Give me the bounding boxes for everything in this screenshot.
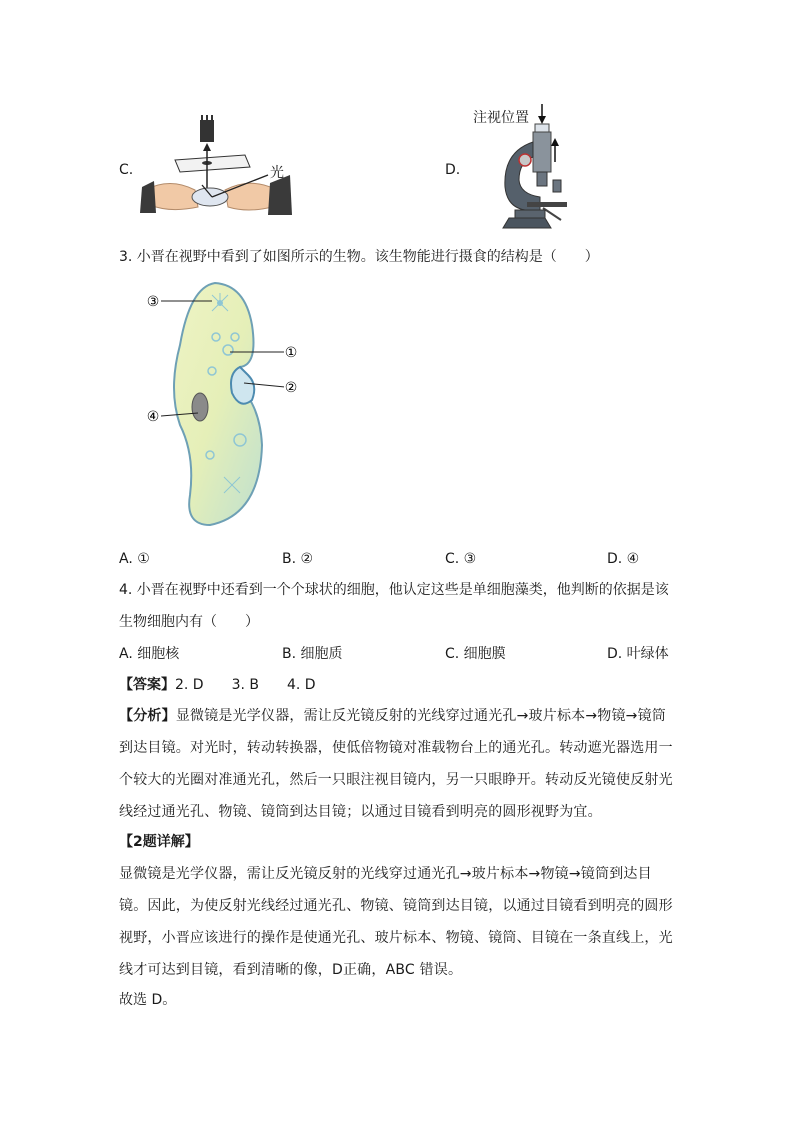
marker-1: ① — [284, 345, 298, 361]
q3-option-a: A. ① — [119, 551, 150, 567]
answer-tag: 【答案】 — [119, 677, 175, 693]
q3-option-d: D. ④ — [607, 551, 640, 567]
option-d-label: D. — [445, 162, 461, 178]
detail-heading: 【2题详解】 — [119, 834, 199, 850]
detail-conclusion: 故选 D。 — [119, 992, 177, 1008]
marker-2: ② — [284, 380, 298, 396]
q3-option-b: B. ② — [282, 551, 314, 567]
paramecium-figure — [140, 275, 310, 533]
q4-option-a: A. 细胞核 — [119, 646, 180, 662]
objective-lens-icon — [200, 115, 214, 142]
analysis-tag: 【分析】 — [119, 708, 176, 724]
q3-stem: 3. 小晋在视野中看到了如图所示的生物。该生物能进行摄食的结构是（ ） — [119, 249, 599, 265]
q4-option-b: B. 细胞质 — [282, 646, 343, 662]
option-c-label: C. — [119, 162, 134, 178]
microscope-figure — [495, 102, 575, 230]
gaze-position-label: 注视位置 — [473, 110, 529, 126]
oral-groove — [231, 367, 254, 404]
answer-text: 2. D 3. B 4. D — [175, 677, 316, 693]
q4-stem-line1: 4. 小晋在视野中还看到一个个球状的细胞，他认定这些是单细胞藻类，他判断的依据是该 — [119, 582, 669, 598]
marker-3: ③ — [146, 294, 160, 310]
answer-line — [119, 675, 316, 695]
marker-4: ④ — [146, 409, 160, 425]
analysis-paragraph — [119, 700, 674, 828]
q4-option-c: C. 细胞膜 — [445, 646, 506, 662]
detail-paragraph: 显微镜是光学仪器，需让反光镜反射的光线穿过通光孔→玻片标本→物镜→镜筒到达目镜。因此，为使反射光线经过通光孔、物镜、镜筒到达目镜，以通过目镜看到明亮的圆形视野，小晋应该进行的操作是使通光孔、玻片标本、物镜、镜筒、目镜在一条直线上，光线才可达到目镜，看到清晰的像，D正确，ABC 错误。 — [119, 866, 673, 978]
nucleus — [192, 393, 208, 421]
analysis-text: 显微镜是光学仪器，需让反光镜反射的光线穿过通光孔→玻片标本→物镜→镜筒到达目镜。对光时，转动转换器，使低倍物镜对准载物台上的通光孔。转动遮光器选用一个较大的光圈对准通光孔，然后一只眼注视目镜内，另一只眼睁开。转动反光镜使反射光线经过通光孔、物镜、镜筒到达目镜；以通过目镜看到明亮的圆形视野为宜。 — [119, 708, 673, 820]
q4-option-d: D. 叶绿体 — [607, 646, 669, 662]
q3-option-c: C. ③ — [445, 551, 477, 567]
light-label: 光 — [270, 165, 284, 181]
q4-stem-line2: 生物细胞内有（ ） — [119, 614, 259, 630]
paramecium-body — [174, 283, 262, 525]
